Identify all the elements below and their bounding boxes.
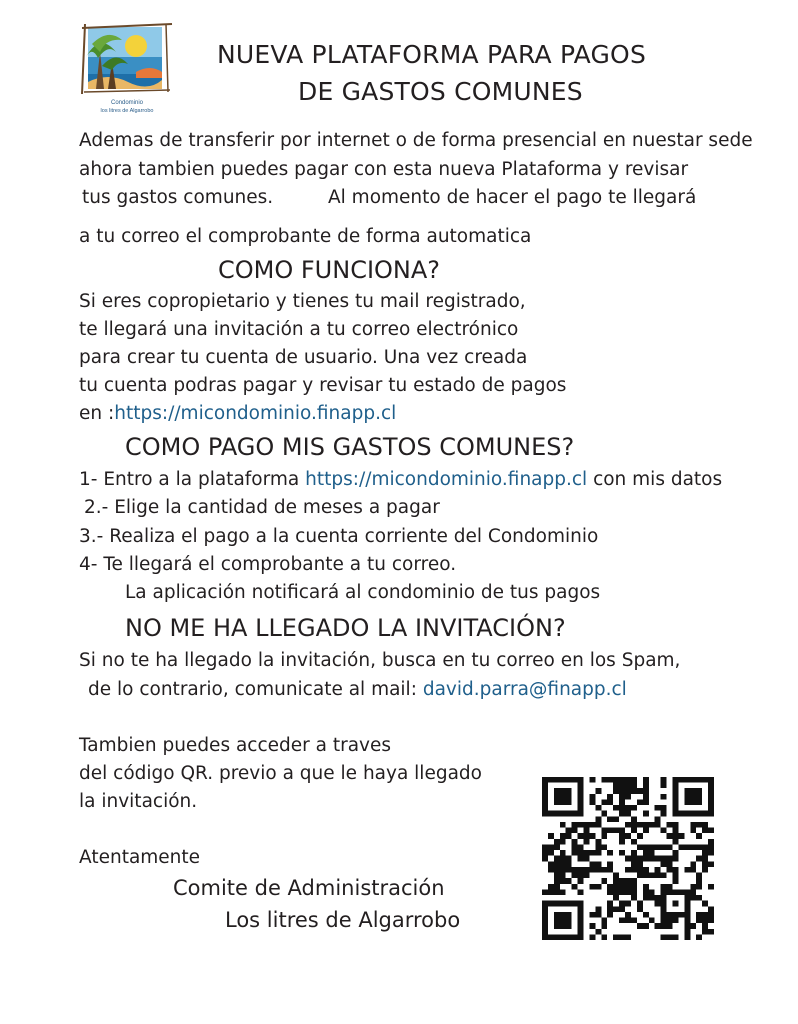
qr-text-line3: la invitación. [79,791,198,812]
contact-email-link[interactable]: david.parra@finapp.cl [422,679,627,700]
pay-step3: 3.- Realiza el pago a la cuenta corriente del Condominio [79,526,599,547]
platform-link[interactable]: https://micondominio.finapp.cl [114,403,397,424]
intro-line4: a tu correo el comprobante de forma automatica [79,226,532,247]
intro-line1: Ademas de transferir por internet o de forma presencial en nuestar sede [79,130,753,151]
qr-text-line1: Tambien puedes acceder a traves [79,735,392,756]
pay-step4-note: La aplicación notificará al condominio de tus pagos [125,582,601,603]
qr-code-icon[interactable] [542,777,714,940]
intro-line3b: Al momento de hacer el pago te llegará [328,187,697,208]
invite-heading: NO ME HA LLEGADO LA INVITACIÓN? [125,614,566,642]
invite-line2-prefix: de lo contrario, comunicate al mail: [88,679,423,700]
pay-step1 [79,469,722,490]
pay-heading: COMO PAGO MIS GASTOS COMUNES? [125,433,575,461]
condominium-logo-icon [78,22,176,120]
how-line2: te llegará una invitación a tu correo electrónico [79,319,519,340]
logo-line1: Condominio [110,100,144,106]
closing-regards: Atentamente [79,847,201,868]
pay-step1-prefix: 1- Entro a la plataforma [79,469,306,490]
pay-step2: 2.- Elige la cantidad de meses a pagar [84,497,440,518]
intro-line2: ahora tambien puedes pagar con esta nueva Plataforma y revisar [79,159,689,180]
pay-step1-suffix: con mis datos [587,469,723,490]
how-line3: para crear tu cuenta de usuario. Una vez creada [79,347,528,368]
title-line1: NUEVA PLATAFORMA PARA PAGOS [217,40,647,69]
how-line5 [79,403,396,424]
how-line5-prefix: en : [79,403,115,424]
logo-line2: los litres de Algarrobo [100,108,154,114]
platform-link-step1[interactable]: https://micondominio.finapp.cl [305,469,588,490]
intro-line3a: tus gastos comunes. [82,187,274,208]
how-line1: Si eres copropietario y tienes tu mail registrado, [79,291,526,312]
how-heading: COMO FUNCIONA? [218,256,441,284]
qr-text-line2: del código QR. previo a que le haya llegado [79,763,482,784]
pay-step4: 4- Te llegará el comprobante a tu correo. [79,554,457,575]
closing-committee: Comite de Administración [173,876,445,900]
closing-community: Los litres de Algarrobo [225,908,461,932]
title-line2: DE GASTOS COMUNES [298,77,583,106]
how-line4: tu cuenta podras pagar y revisar tu estado de pagos [79,375,567,396]
invite-line2 [88,679,627,700]
invite-line1: Si no te ha llegado la invitación, busca en tu correo en los Spam, [79,650,681,671]
